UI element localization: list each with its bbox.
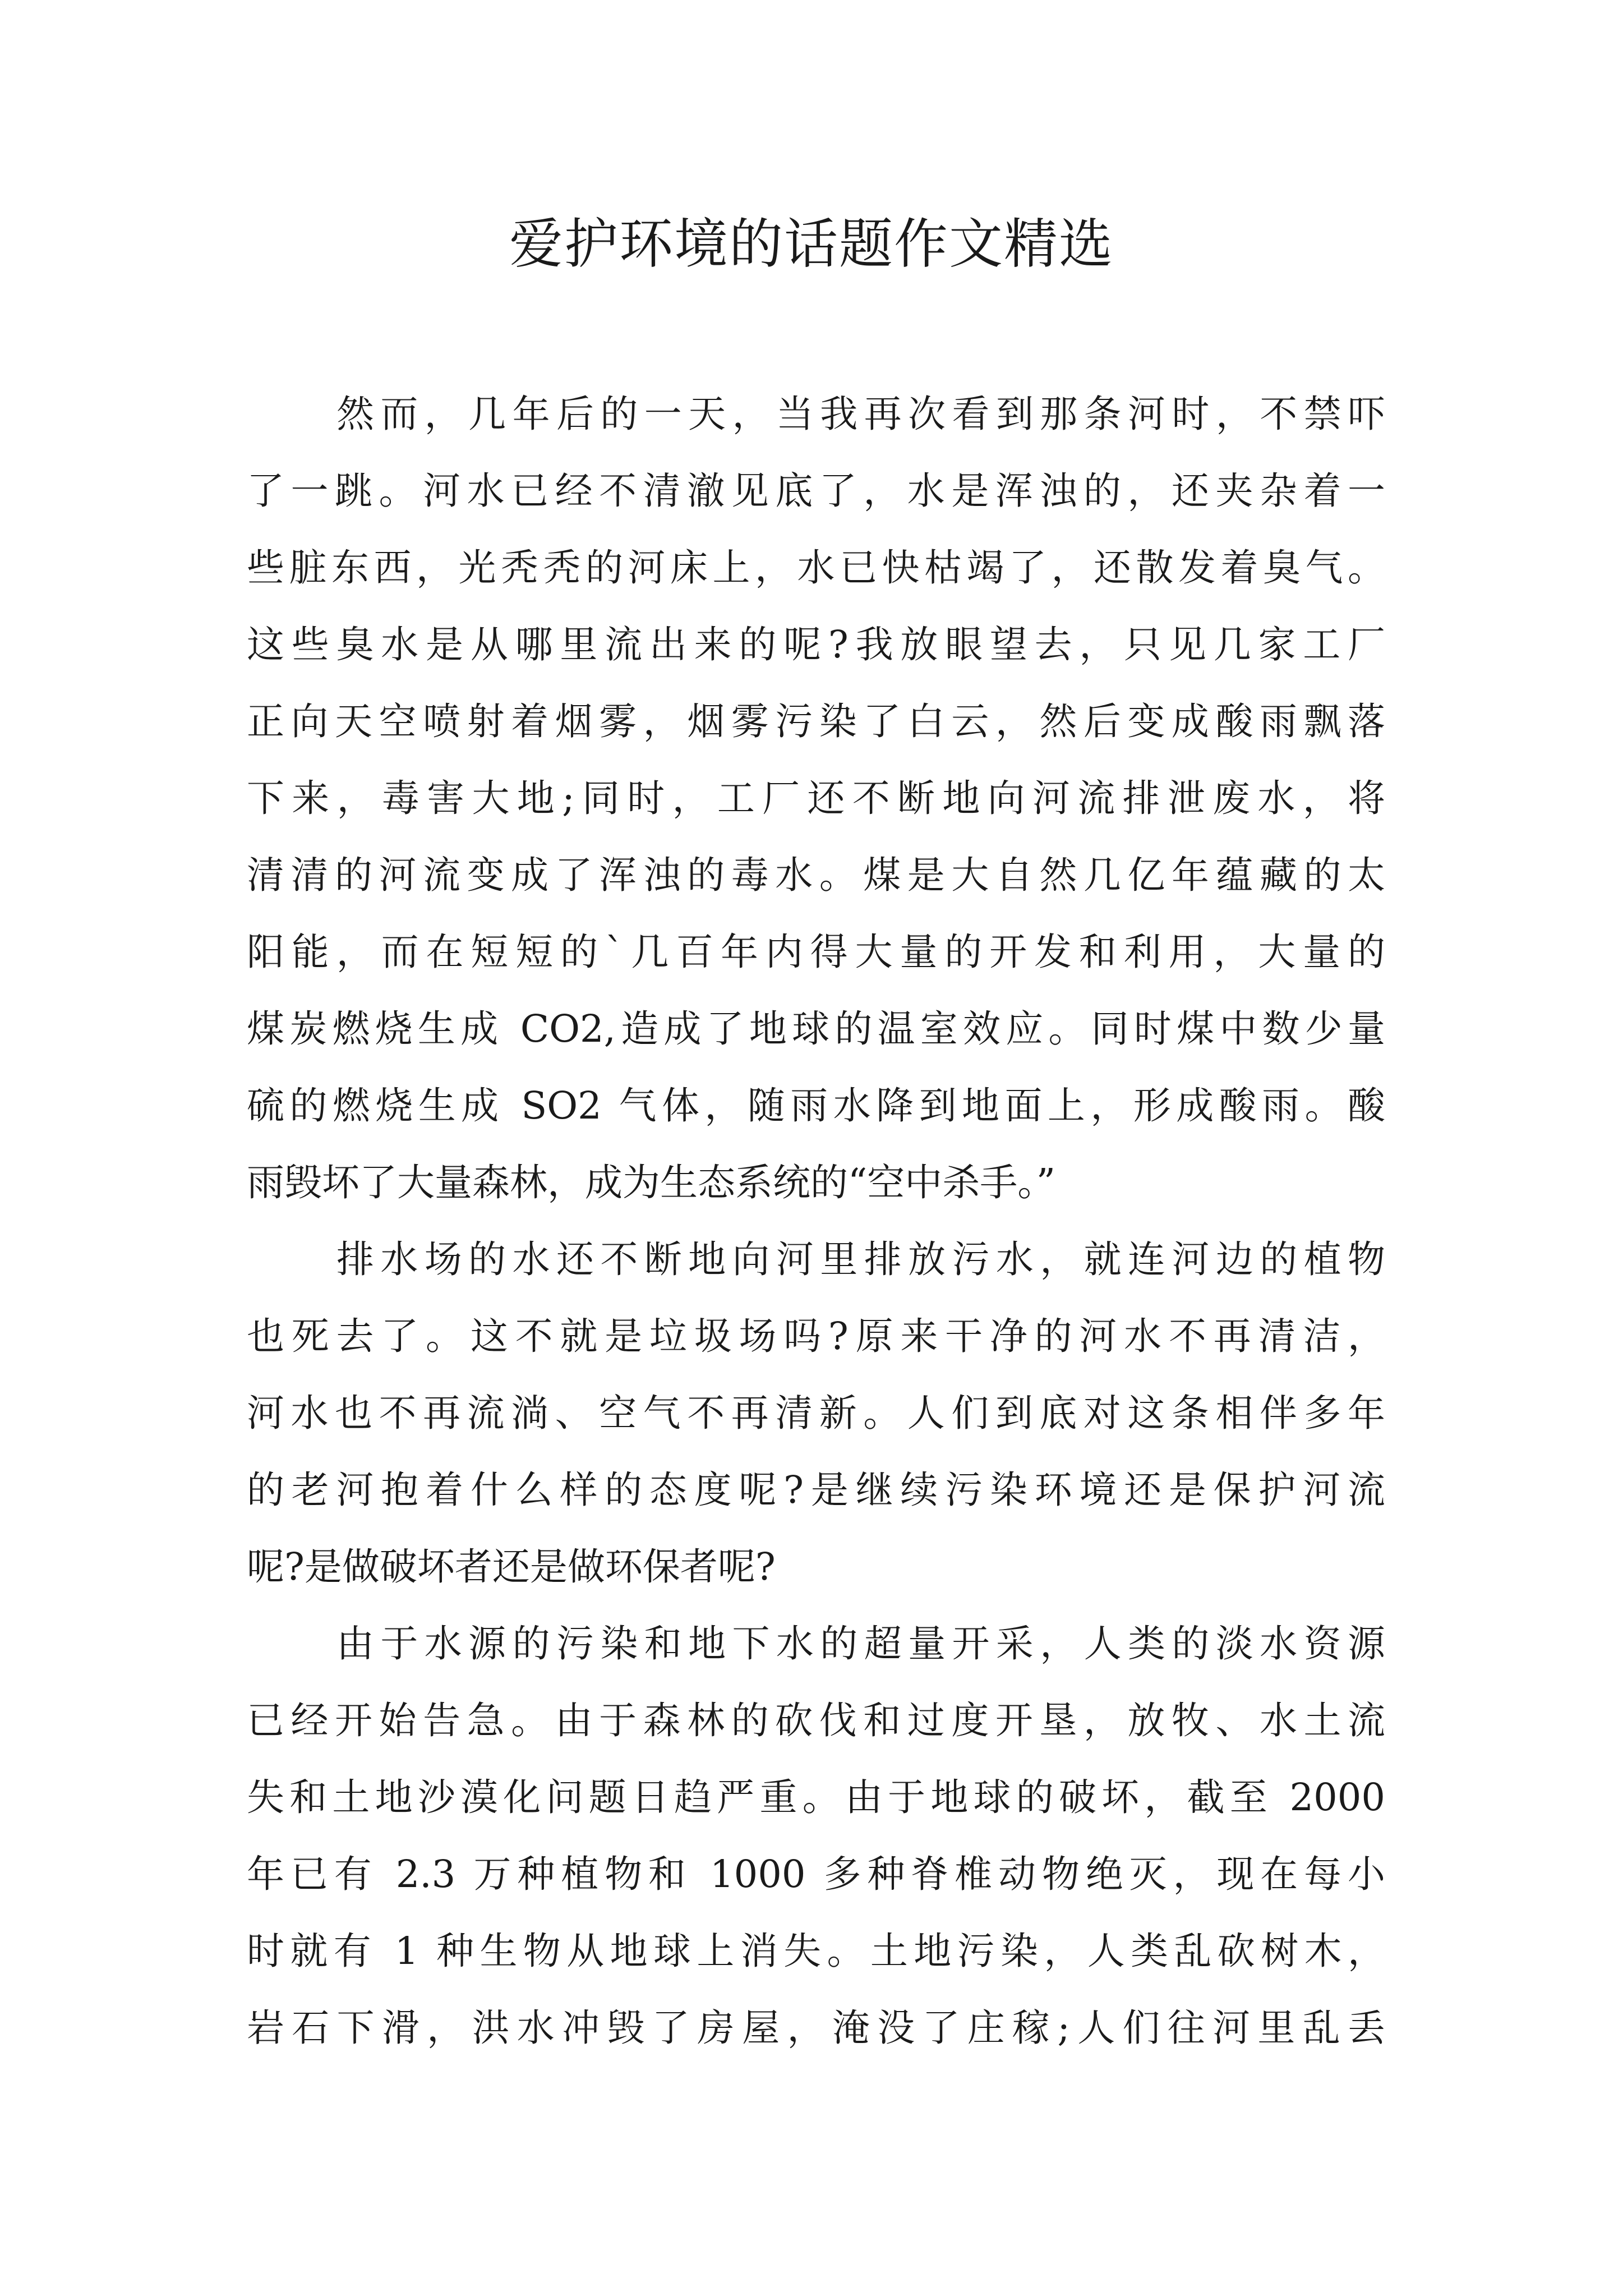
paragraph-1-line-6: 下来，毒害大地;同时，工厂还不断地向河流排泄废水，将 [247,776,1385,820]
paragraph-1-line-7: 清清的河流变成了浑浊的毒水。煤是大自然几亿年蕴藏的太 [247,853,1385,897]
paragraph-2-line-3: 河水也不再流淌、空气不再清新。人们到底对这条相伴多年 [247,1391,1385,1435]
paragraph-3-line-4: 年已有 2.3 万种植物和 1000 多种脊椎动物绝灭，现在每小 [247,1852,1385,1896]
paragraph-1-line-10: 硫的燃烧生成 SO2 气体，随雨水降到地面上，形成酸雨。酸 [247,1084,1385,1128]
paragraph-1-line-1: 然而，几年后的一天，当我再次看到那条河时，不禁吓 [336,392,1385,436]
paragraph-1-line-9: 煤炭燃烧生成 CO2,造成了地球的温室效应。同时煤中数少量 [247,1007,1385,1051]
paragraph-2-line-4: 的老河抱着什么样的态度呢?是继续污染环境还是保护河流 [247,1468,1385,1512]
paragraph-3-line-1: 由于水源的污染和地下水的超量开采，人类的淡水资源 [336,1622,1385,1665]
paragraph-3-line-3: 失和土地沙漠化问题日趋严重。由于地球的破坏，截至 2000 [247,1775,1385,1819]
document-title: 爱护环境的话题作文精选 [509,213,1114,275]
paragraph-1-line-2: 了一跳。河水已经不清澈见底了，水是浑浊的，还夹杂着一 [247,469,1385,513]
paragraph-1-line-5: 正向天空喷射着烟雾，烟雾污染了白云，然后变成酸雨飘落 [247,700,1385,743]
paragraph-3-line-2: 已经开始告急。由于森林的砍伐和过度开垦，放牧、水土流 [247,1699,1385,1742]
paragraph-1-line-8: 阳能，而在短短的`几百年内得大量的开发和利用，大量的 [247,930,1385,974]
paragraph-2-line-2: 也死去了。这不就是垃圾场吗?原来干净的河水不再清洁， [247,1314,1385,1358]
paragraph-3-line-6: 岩石下滑，洪水冲毁了房屋，淹没了庄稼;人们往河里乱丢 [247,2006,1385,2050]
paragraph-1-line-3: 些脏东西，光秃秃的河床上，水已快枯竭了，还散发着臭气。 [247,546,1385,590]
paragraph-3-line-5: 时就有 1 种生物从地球上消失。土地污染，人类乱砍树木， [247,1929,1385,1973]
document-body [247,376,1385,2067]
paragraph-2-line-1: 排水场的水还不断地向河里排放污水，就连河边的植物 [336,1237,1385,1281]
paragraph-2-line-5: 呢?是做破坏者还是做环保者呢? [247,1545,776,1589]
paragraph-1-line-4: 这些臭水是从哪里流出来的呢?我放眼望去，只见几家工厂 [247,623,1385,666]
paragraph-1-line-11: 雨毁坏了大量森林，成为生态系统的“空中杀手。” [247,1161,1056,1204]
